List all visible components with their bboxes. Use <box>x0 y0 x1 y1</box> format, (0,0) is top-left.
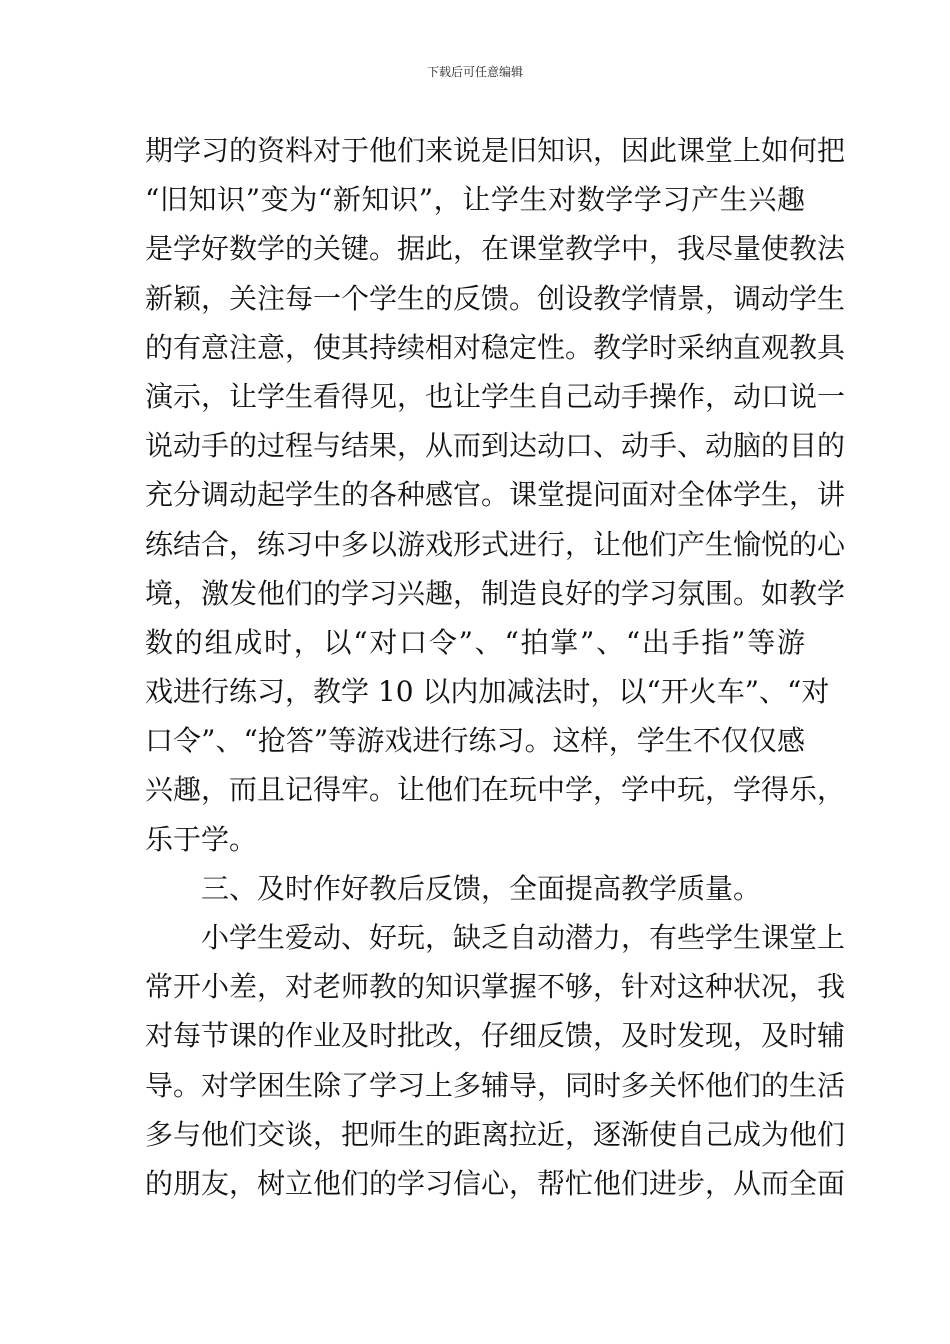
text-line: 兴趣，而且记得牢。让他们在玩中学，学中玩，学得乐， <box>145 773 846 807</box>
text-line: “旧知识”变为“新知识”，让学生对数学学习产生兴趣 <box>145 183 805 217</box>
text-line: 期学习的资料对于他们来说是旧知识，因此课堂上如何把 <box>145 134 846 167</box>
body-text <box>145 126 846 1208</box>
text-line: 的朋友，树立他们的学习信心，帮忙他们进步，从而全面 <box>145 1166 846 1200</box>
text-line: 的有意注意，使其持续相对稳定性。教学时采纳直观教具 <box>145 330 846 364</box>
text-line: 戏进行练习，教学 10 以内加减法时，以“开火车”、“对 <box>145 675 830 709</box>
text-line: 常开小差，对老师教的知识掌握不够，针对这种状况，我 <box>145 970 846 1004</box>
text-line: 演示，让学生看得见，也让学生自己动手操作，动口说一 <box>145 379 846 413</box>
text-line: 乐于学。 <box>145 822 258 856</box>
text-line: 练结合，练习中多以游戏形式进行，让他们产生愉悦的心 <box>145 527 846 561</box>
text-line: 数的组成时，以“对口令”、“拍掌”、“出手指”等游 <box>145 625 805 659</box>
text-line: 新颖，关注每一个学生的反馈。创设教学情景，调动学生 <box>145 281 846 315</box>
text-line: 小学生爱动、好玩，缺乏自动潜力，有些学生课堂上 <box>201 921 846 954</box>
text-line: 对每节课的作业及时批改，仔细反馈，及时发现，及时辅 <box>145 1019 846 1053</box>
text-line: 是学好数学的关键。据此，在课堂教学中，我尽量使教法 <box>145 232 846 266</box>
text-line: 说动手的过程与结果，从而到达动口、动手、动脑的目的 <box>145 429 846 463</box>
text-line: 导。对学困生除了学习上多辅导，同时多关怀他们的生活 <box>145 1068 846 1102</box>
text-line: 充分调动起学生的各种感官。课堂提问面对全体学生，讲 <box>145 478 846 512</box>
text-line: 三、及时作好教后反馈，全面提高教学质量。 <box>201 871 762 905</box>
page-header: 下载后可任意编辑 <box>426 65 523 79</box>
text-line: 境，激发他们的学习兴趣，制造良好的学习氛围。如教学 <box>145 576 846 610</box>
text-line: 口令”、“抢答”等游戏进行练习。这样，学生不仅仅感 <box>145 724 805 758</box>
text-line: 多与他们交谈，把师生的距离拉近，逐渐使自己成为他们 <box>145 1117 846 1151</box>
